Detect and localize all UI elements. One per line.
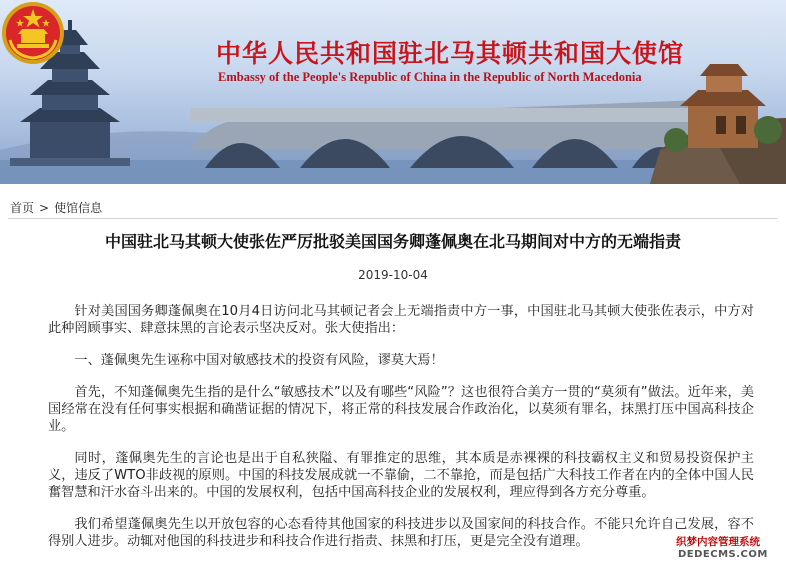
article-paragraph: 同时，蓬佩奥先生的言论也是出于自私狭隘、有罪推定的思维，其本质是赤裸裸的科技霸权主义和贸易投资保护主义，违反了WTO非歧视的原则。中国的科技发展成就一不靠偷，二不靠抢，而是包括广大科技工作者在内的全体中国人民奮智慧和汗水奋斗出来的。中国的发展权利，包括中国高科技企业的发展权利，理应得到各方充分尊重。	[48, 451, 754, 500]
article-body	[48, 303, 754, 565]
breadcrumb-separator: >	[39, 201, 50, 215]
watermark-cn: 织梦内容管理系统	[676, 536, 760, 548]
banner-scenery	[0, 0, 786, 184]
breadcrumb-divider	[8, 218, 778, 219]
article-date: 2019-10-04	[358, 268, 428, 282]
article-paragraph: 首先，不知蓬佩奥先生指的是什么“敏感技术”以及有哪些“风险”？这也很符合美方一贯的“莫须有”做法。近年来，美国经常在没有任何事实根据和确凿证据的情况下，将正常的科技发展合作政治化，以莫须有罪名，抹黑打压中国高科技企业。	[48, 385, 754, 434]
header-banner	[0, 0, 786, 184]
breadcrumb	[10, 199, 102, 216]
site-title-cn: 中华人民共和国驻北马其顿共和国大使馆	[216, 39, 685, 68]
breadcrumb-section-link[interactable]: 使馆信息	[54, 201, 103, 215]
article-paragraph: 一、蓬佩奥先生诬称中国对敏感技术的投资有风险，谬莫大焉！	[74, 353, 444, 368]
article-paragraph: 我们希望蓬佩奥先生以开放包容的心态看待其他国家的科技进步以及国家间的科技合作。不能只允许自己发展，容不得别人进步。动辄对他国的科技进步和科技合作进行指责、抹黑和打压，更是完全没有道理。	[48, 517, 754, 549]
site-title-en: Embassy of the People's Republic of China in the Republic of North Macedonia	[218, 70, 642, 84]
breadcrumb-home-link[interactable]: 首页	[10, 201, 35, 215]
watermark	[676, 534, 784, 566]
article-title: 中国驻北马其顿大使张佐严厉批驳美国国务卿蓬佩奥在北马期间对中方的无端指责	[104, 232, 681, 251]
article-paragraph: 针对美国国务卿蓬佩奥在10月4日访问北马其顿记者会上无端指责中方一事，中国驻北马其顿大使张佐表示，中方对此种罔顾事实、肆意抹黑的言论表示坚决反对。张大使指出：	[48, 304, 754, 336]
national-emblem-icon	[0, 0, 66, 66]
watermark-en: DEDECMS.COM	[678, 549, 768, 560]
